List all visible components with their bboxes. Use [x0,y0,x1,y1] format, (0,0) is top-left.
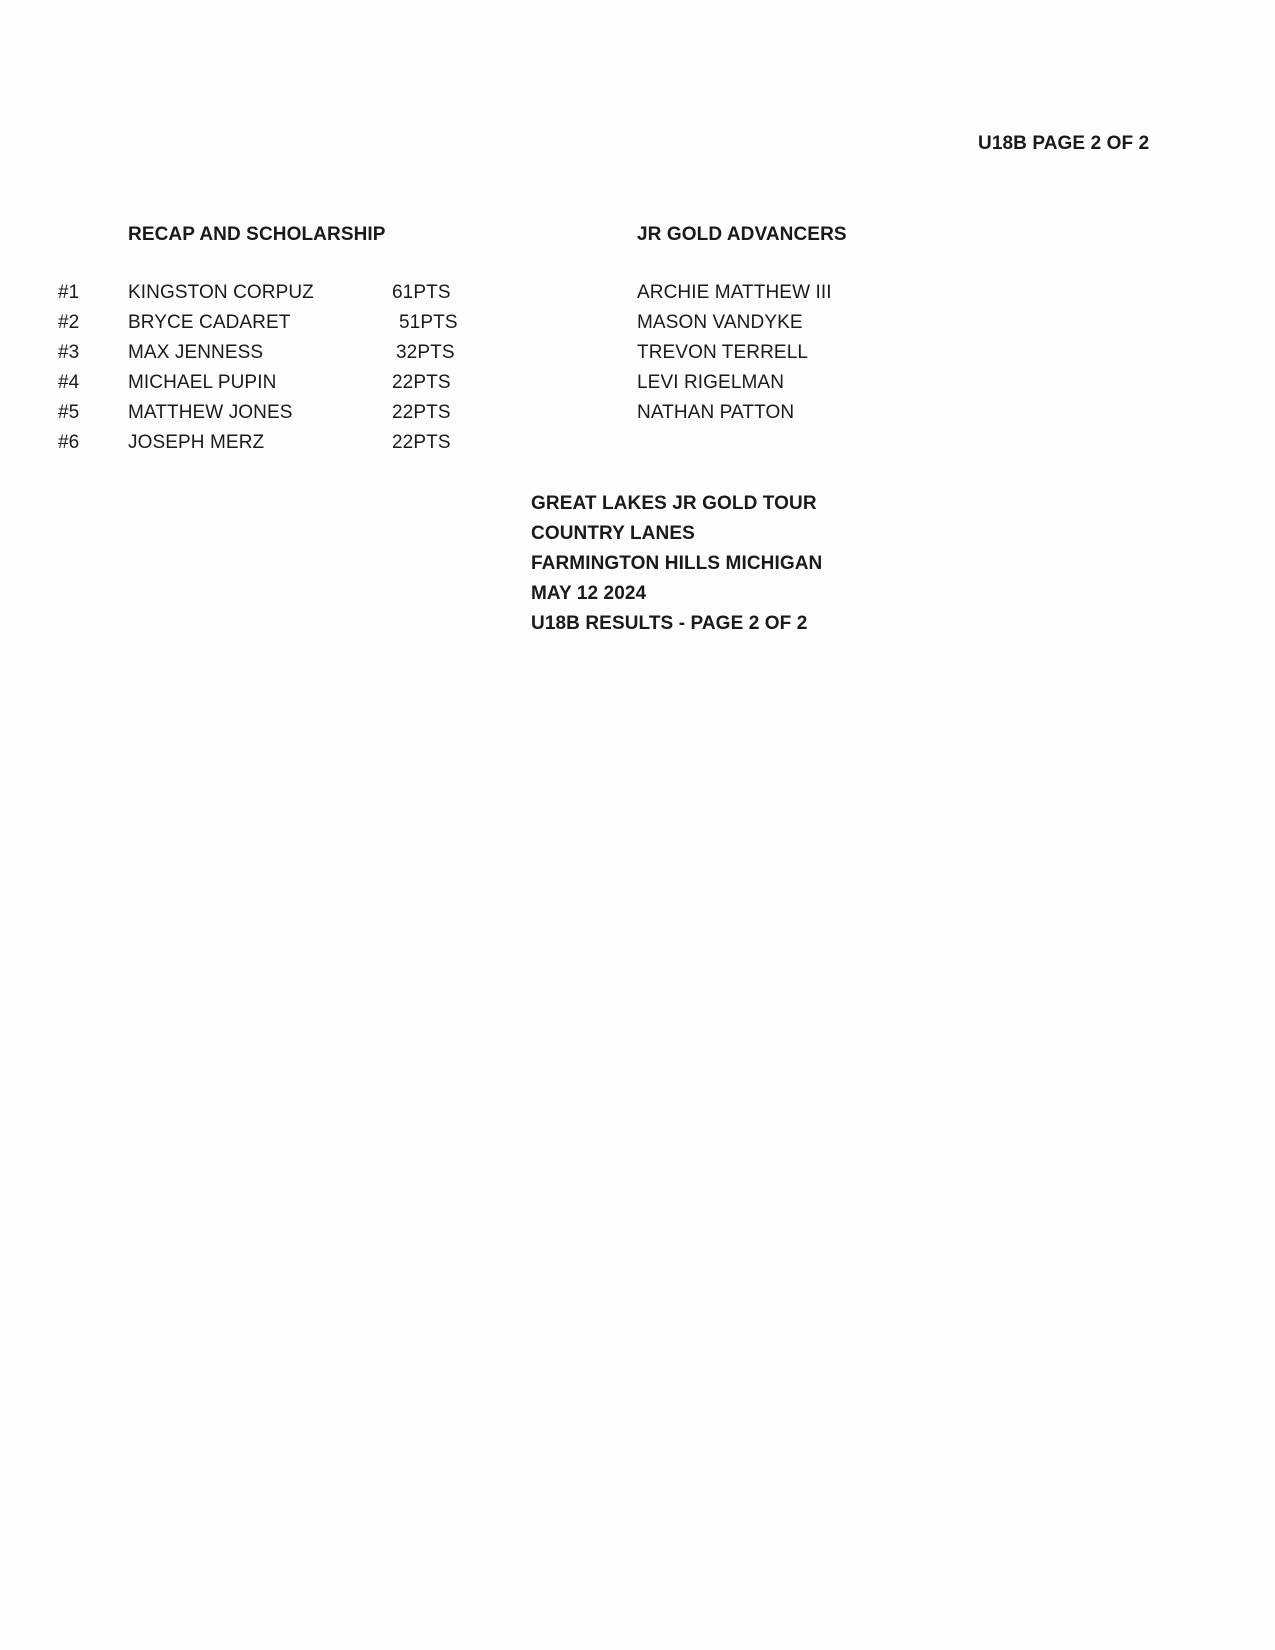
advancer-name: MASON VANDYKE [637,312,803,333]
recap-row [0,281,600,311]
advancers-heading: JR GOLD ADVANCERS [637,224,847,245]
recap-row [0,401,600,431]
event-location: FARMINGTON HILLS MICHIGAN [531,553,823,574]
recap-row [0,341,600,371]
recap-rank: #6 [58,432,80,453]
recap-name: MATTHEW JONES [128,402,293,423]
recap-name: BRYCE CADARET [128,312,291,333]
recap-name: MAX JENNESS [128,342,264,363]
recap-heading: RECAP AND SCHOLARSHIP [128,224,386,245]
recap-row [0,431,600,461]
advancers-list [637,281,832,431]
recap-rank: #4 [58,372,80,393]
event-tour: GREAT LAKES JR GOLD TOUR [531,493,817,514]
recap-name: JOSEPH MERZ [128,432,265,453]
event-venue: COUNTRY LANES [531,523,695,544]
recap-points: 22PTS [392,432,451,453]
page-reference: U18B PAGE 2 OF 2 [978,133,1150,154]
advancer-name: NATHAN PATTON [637,402,795,423]
recap-points: 51PTS [399,312,458,333]
advancer-name: LEVI RIGELMAN [637,372,785,393]
recap-row [0,371,600,401]
recap-rank: #3 [58,342,80,363]
recap-points: 32PTS [396,342,455,363]
recap-row [0,311,600,341]
recap-name: MICHAEL PUPIN [128,372,277,393]
event-results-label: U18B RESULTS - PAGE 2 OF 2 [531,613,808,634]
recap-name: KINGSTON CORPUZ [128,282,314,303]
event-date: MAY 12 2024 [531,583,647,604]
recap-rank: #2 [58,312,80,333]
recap-points: 61PTS [392,282,451,303]
recap-rank: #1 [58,282,80,303]
event-info [531,492,822,642]
advancer-name: ARCHIE MATTHEW III [637,282,832,303]
advancer-name: TREVON TERRELL [637,342,809,363]
recap-points: 22PTS [392,372,451,393]
recap-rank: #5 [58,402,80,423]
recap-points: 22PTS [392,402,451,423]
